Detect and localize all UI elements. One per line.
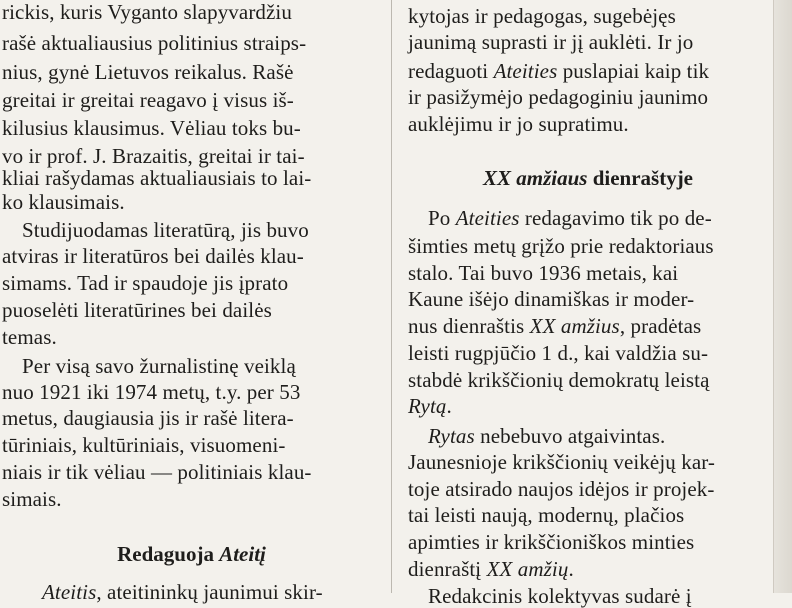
text-run: , ateitininkų jaunimui skir- [96,580,323,604]
text-line: tai leisti naują, modernų, plačios [408,503,685,527]
text-line: vo ir prof. J. Brazaitis, greitai ir tai- [2,144,305,168]
text-run: Po [428,206,456,230]
text-line [428,206,712,230]
text-line [408,557,574,581]
text-run: , pradėtas [619,314,702,338]
heading-italic: XX amžiaus [482,166,588,190]
text-line: simams. Tad ir spaudoje jis įprato [2,271,289,295]
text-line: toje atsirado naujos idėjos ir projek- [408,477,715,501]
text-line: jaunimą suprasti ir jį auklėti. Ir jo [408,30,694,54]
italic-term: XX amžių [486,557,569,581]
text-line: greitai ir greitai reagavo į visus iš- [2,88,294,112]
text-line [408,394,452,418]
section-heading [0,542,383,567]
text-line: kytojas ir pedagogas, sugebėjęs [408,4,676,28]
italic-term: Ateitis [42,580,97,604]
heading-text: dienraštyje [587,166,694,190]
column-divider [391,0,392,593]
text-run: puslapiai kaip tik [557,59,710,83]
italic-term: Ateities [455,206,520,230]
text-line: ko klausimais. [2,190,125,214]
text-line [428,424,665,448]
text-line: stabdė krikščionių demokratų leistą [408,368,710,392]
italic-term: XX amžius [529,314,620,338]
text-line: tūriniais, kultūriniais, visuomeni- [2,433,286,457]
text-line: temas. [2,325,57,349]
text-line [408,59,709,83]
text-run: . [446,394,452,418]
italic-term: Rytas [428,424,475,448]
heading-italic: Ateitį [219,542,266,566]
text-line: Per visą savo žurnalistinę veiklą [22,354,296,378]
text-line: Kaune išėjo dinamiškas ir moder- [408,287,695,311]
text-line: puoselėti literatūrines bei dailės [2,298,272,322]
text-line: leisti rugpjūčio 1 d., kai valdžia su- [408,341,709,365]
text-line: kliai rašydamas aktualiausiais to lai- [2,166,312,190]
text-line-partial: Redakcinis kolektyvas sudarė į [428,584,692,608]
heading-text: Redaguoja [117,542,220,566]
text-line: rašė aktualiausius politinius straips- [2,31,307,55]
text-run: . [568,557,574,581]
text-line: simais. [2,487,62,511]
text-line: niais ir tik vėliau — politiniais klau- [2,460,312,484]
page-edge-bleed [773,0,792,593]
text-run: dienraštį [408,557,487,581]
text-line: kilusius klausimus. Vėliau toks bu- [2,116,301,140]
text-run: redagavimo tik po de- [519,206,712,230]
text-line: rickis, kuris Vyganto slapyvardžiu [2,0,292,24]
text-line: ir pasižymėjo pedagoginiu jaunimo [408,85,709,109]
text-line: atviras ir literatūros bei dailės klau- [2,244,304,268]
text-line-partial [42,580,323,604]
text-line [408,314,701,338]
text-line: Jaunesnioje krikščionių veikėjų kar- [408,450,716,474]
text-line: auklėjimu ir jo supratimu. [408,112,629,136]
text-run: nebebuvo atgaivintas. [474,424,666,448]
section-heading [402,166,774,191]
text-line: nius, gynė Lietuvos reikalus. Rašė [2,60,294,84]
italic-term: Rytą [408,394,447,418]
text-line: stalo. Tai buvo 1936 metais, kai [408,261,679,285]
text-line: apimties ir krikščioniškos minties [408,530,695,554]
italic-term: Ateities [493,59,558,83]
text-run: redaguoti [408,59,494,83]
text-run: nus dienraštis [408,314,530,338]
text-line: nuo 1921 iki 1974 metų, t.y. per 53 [2,380,301,404]
text-line: šimties metų grįžo prie redaktoriaus [408,234,714,258]
text-line: metus, daugiausia jis ir rašė litera- [2,406,294,430]
text-line: Studijuodamas literatūrą, jis buvo [22,218,309,242]
